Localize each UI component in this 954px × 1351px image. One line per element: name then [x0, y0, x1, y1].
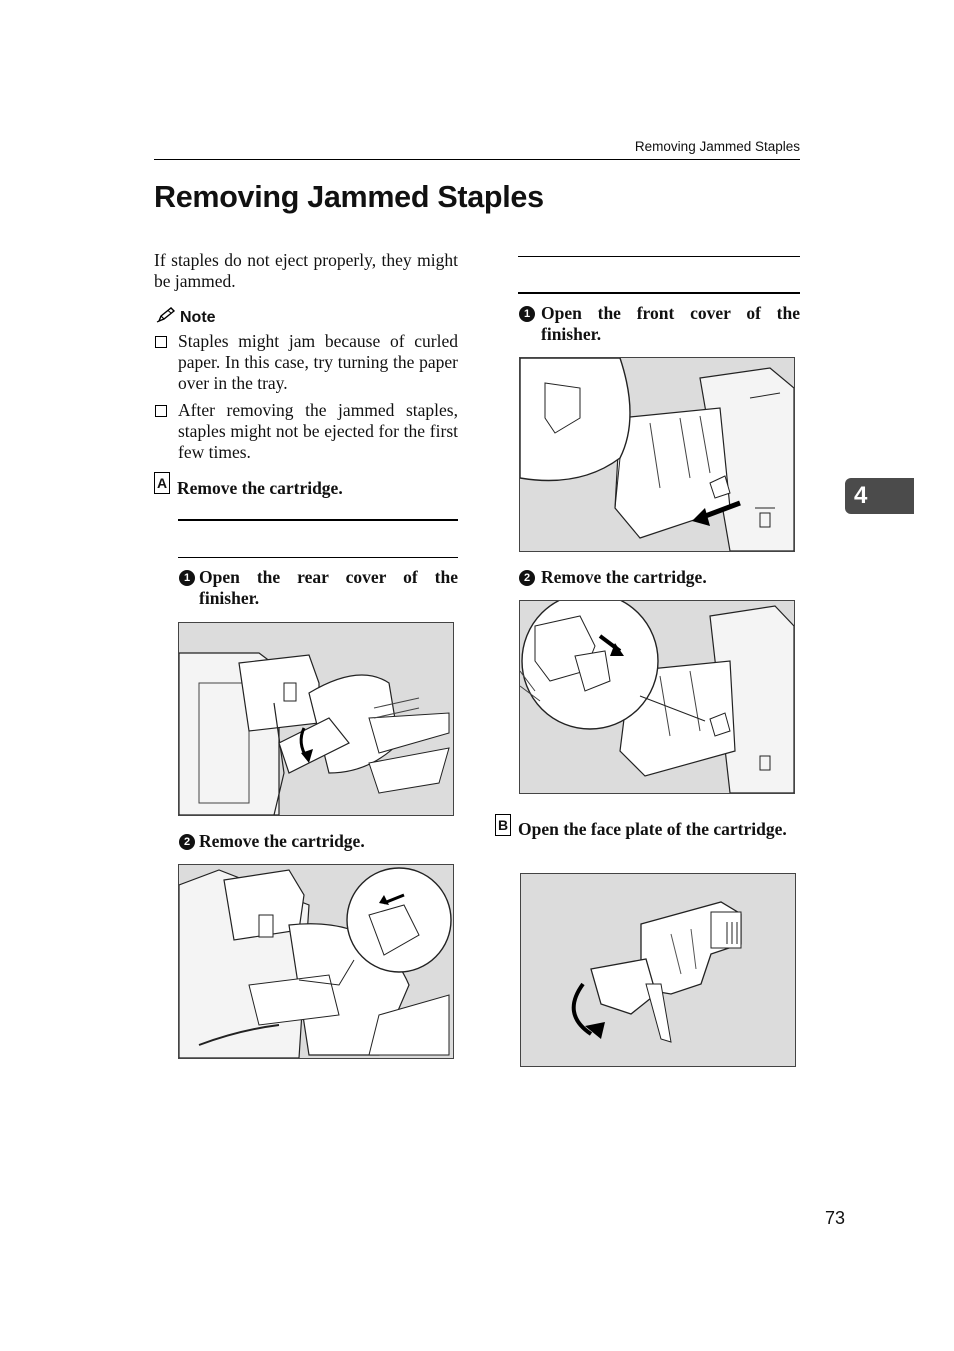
note-heading — [156, 307, 216, 328]
page-title: Removing Jammed Staples — [154, 180, 544, 214]
note-item-text: After removing the jammed staples, staples might not be ejected for the first few times. — [178, 400, 458, 462]
remove-cartridge-front-illustration — [519, 600, 795, 794]
substep-badge: 2 — [179, 834, 195, 850]
substep-text: Open the rear cover of the finisher. — [199, 567, 458, 608]
intro-paragraph: If staples do not eject properly, they might be jammed. — [154, 250, 458, 291]
section-rule — [518, 256, 800, 257]
step-badge: B — [495, 814, 511, 836]
section-rule — [178, 519, 458, 521]
checkbox-bullet-icon — [155, 336, 167, 348]
substep-text: Remove the cartridge. — [541, 567, 707, 587]
substep-badge: 1 — [179, 570, 195, 586]
page-number: 73 — [824, 1208, 845, 1228]
remove-cartridge-rear-illustration — [178, 864, 454, 1059]
pencil-icon — [156, 307, 176, 328]
step-badge: A — [154, 472, 170, 494]
substep-badge: 1 — [519, 306, 535, 322]
chapter-tab: 4 — [845, 478, 914, 514]
header-rule — [154, 159, 800, 160]
note-item — [154, 331, 458, 394]
substep-text: Remove the cartridge. — [199, 831, 365, 851]
step-text: Remove the cartridge. — [177, 478, 343, 498]
note-label: Note — [180, 308, 216, 326]
checkbox-bullet-icon — [155, 405, 167, 417]
front-cover-illustration — [519, 357, 795, 552]
running-header: Removing Jammed Staples — [634, 139, 800, 154]
note-item-text: Staples might jam because of curled paper. In this case, try turning the paper over in the tray. — [178, 331, 458, 393]
note-item — [154, 400, 458, 463]
substep-text: Open the front cover of the finisher. — [541, 303, 800, 344]
cartridge-face-plate-illustration — [520, 873, 796, 1067]
step-text: Open the face plate of the cartridge. — [518, 819, 787, 839]
section-rule — [178, 557, 458, 558]
section-rule — [518, 292, 800, 294]
substep-badge: 2 — [519, 570, 535, 586]
rear-cover-illustration — [178, 622, 454, 816]
